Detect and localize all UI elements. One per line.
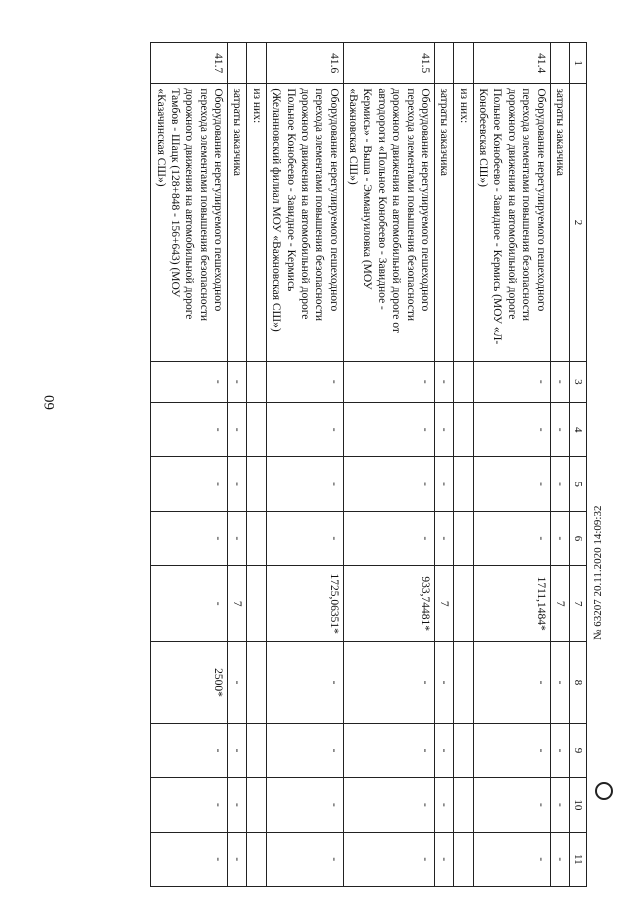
value-cell: - — [343, 778, 434, 832]
table-row — [473, 43, 550, 887]
value-cell: - — [151, 778, 228, 832]
value-cell: - — [266, 832, 343, 886]
value-cell: - — [266, 642, 343, 724]
column-header: 7 — [570, 566, 587, 642]
value-cell — [454, 511, 473, 565]
column-header: 4 — [570, 403, 587, 457]
value-cell: - — [550, 723, 569, 777]
page-number: 60 — [42, 395, 58, 410]
row-number — [454, 43, 473, 84]
value-cell: - — [550, 511, 569, 565]
value-cell: - — [550, 642, 569, 724]
value-cell: - — [151, 511, 228, 565]
value-cell — [247, 832, 266, 886]
table-row — [435, 43, 454, 887]
seal-icon — [595, 782, 613, 800]
row-description: затраты заказчика — [435, 84, 454, 361]
budget-table-rotated — [150, 42, 587, 887]
value-cell: - — [228, 361, 247, 402]
value-cell: - — [151, 457, 228, 511]
value-cell: - — [228, 403, 247, 457]
value-cell: - — [266, 723, 343, 777]
value-cell: - — [435, 403, 454, 457]
value-cell: - — [550, 361, 569, 402]
column-header: 11 — [570, 832, 587, 886]
value-cell: - — [435, 723, 454, 777]
table-row — [454, 43, 473, 887]
row-number — [435, 43, 454, 84]
row-number — [247, 43, 266, 84]
value-cell: - — [266, 403, 343, 457]
column-header: 5 — [570, 457, 587, 511]
value-cell — [247, 403, 266, 457]
value-cell — [454, 642, 473, 724]
value-cell: - — [550, 403, 569, 457]
value-cell — [247, 723, 266, 777]
value-cell — [247, 457, 266, 511]
table-row — [247, 43, 266, 887]
value-cell: - — [228, 832, 247, 886]
value-cell — [247, 642, 266, 724]
row-description: Оборудование нерегулируемого пешеходного перехода элементами повышения безопасности дорожного движения на автомобильной дороге Тамбов - Шацк (128+848 - 156+643) (МОУ «Казачинская СШ») — [151, 84, 228, 361]
row-number: 41.6 — [266, 43, 343, 84]
value-cell: 7 — [550, 566, 569, 642]
value-cell: - — [151, 403, 228, 457]
value-cell: - — [151, 832, 228, 886]
column-header: 8 — [570, 642, 587, 724]
value-cell — [247, 511, 266, 565]
value-cell: - — [435, 778, 454, 832]
row-description: затраты заказчика — [550, 84, 569, 361]
value-cell — [247, 361, 266, 402]
docflow-logo — [595, 780, 625, 800]
value-cell: - — [266, 778, 343, 832]
value-cell: - — [473, 723, 550, 777]
value-cell: - — [435, 457, 454, 511]
value-cell — [454, 361, 473, 402]
value-cell: - — [151, 723, 228, 777]
value-cell — [454, 566, 473, 642]
row-number: 41.4 — [473, 43, 550, 84]
value-cell: - — [473, 511, 550, 565]
document-stamp: № 63207 20.11.2020 14:09:32 — [592, 505, 604, 640]
value-cell: - — [435, 361, 454, 402]
table-row — [550, 43, 569, 887]
value-cell: 1711,1484* — [473, 566, 550, 642]
row-description: из них: — [247, 84, 266, 361]
value-cell: - — [343, 832, 434, 886]
value-cell: - — [228, 511, 247, 565]
table-row — [228, 43, 247, 887]
table-row — [151, 43, 228, 887]
column-header: 2 — [570, 84, 587, 361]
column-header: 9 — [570, 723, 587, 777]
value-cell: 933,74481* — [343, 566, 434, 642]
row-description: из них: — [454, 84, 473, 361]
value-cell — [454, 778, 473, 832]
column-header: 10 — [570, 778, 587, 832]
value-cell: - — [228, 642, 247, 724]
value-cell — [454, 723, 473, 777]
value-cell: - — [151, 566, 228, 642]
row-number — [228, 43, 247, 84]
value-cell: - — [473, 457, 550, 511]
column-header: 6 — [570, 511, 587, 565]
value-cell — [454, 832, 473, 886]
value-cell: - — [266, 361, 343, 402]
value-cell: - — [151, 361, 228, 402]
value-cell: - — [228, 778, 247, 832]
row-description: затраты заказчика — [228, 84, 247, 361]
value-cell: - — [343, 723, 434, 777]
header-row — [570, 43, 587, 887]
value-cell: - — [473, 778, 550, 832]
value-cell: - — [343, 457, 434, 511]
value-cell: - — [435, 832, 454, 886]
value-cell: 2500* — [151, 642, 228, 724]
value-cell: - — [266, 511, 343, 565]
value-cell: - — [228, 457, 247, 511]
value-cell: 1725,06351* — [266, 566, 343, 642]
value-cell: - — [473, 361, 550, 402]
value-cell: - — [473, 403, 550, 457]
budget-table — [150, 42, 587, 887]
value-cell — [454, 457, 473, 511]
value-cell: 7 — [228, 566, 247, 642]
value-cell: 7 — [435, 566, 454, 642]
row-number: 41.5 — [343, 43, 434, 84]
value-cell: - — [550, 832, 569, 886]
value-cell: - — [473, 642, 550, 724]
value-cell: - — [343, 403, 434, 457]
row-description: Оборудование нерегулируемого пешеходного перехода элементами повышения безопасности дорожного движения на автомобильной дороге Польное Конобеево - Завидное - Кермись (МОУ «Л-Конобеевская СШ») — [473, 84, 550, 361]
table-row — [266, 43, 343, 887]
value-cell: - — [266, 457, 343, 511]
value-cell: - — [550, 457, 569, 511]
value-cell: - — [343, 642, 434, 724]
value-cell — [247, 778, 266, 832]
value-cell: - — [343, 511, 434, 565]
column-header: 3 — [570, 361, 587, 402]
table-body — [151, 43, 570, 887]
table-row — [343, 43, 434, 887]
value-cell — [454, 403, 473, 457]
value-cell: - — [343, 361, 434, 402]
value-cell: - — [473, 832, 550, 886]
row-description: Оборудование нерегулируемого пешеходного перехода элементами повышения безопасности дорожного движения на автомобильной дороге от автодороги «Польное Конобеево - Завидное - Кермись» - Вышa - Эммануиловка (МОУ «Важновская СШ») — [343, 84, 434, 361]
row-number: 41.7 — [151, 43, 228, 84]
value-cell: - — [435, 511, 454, 565]
row-number — [550, 43, 569, 84]
value-cell — [247, 566, 266, 642]
row-description: Оборудование нерегулируемого пешеходного перехода элементами повышения безопасности дорожного движения на автомобильной дороге Польное Конобеево - Завидное - Кермись (Желанновский филиал МОУ «Важновская СШ») — [266, 84, 343, 361]
value-cell: - — [228, 723, 247, 777]
value-cell: - — [550, 778, 569, 832]
value-cell: - — [435, 642, 454, 724]
column-header: 1 — [570, 43, 587, 84]
